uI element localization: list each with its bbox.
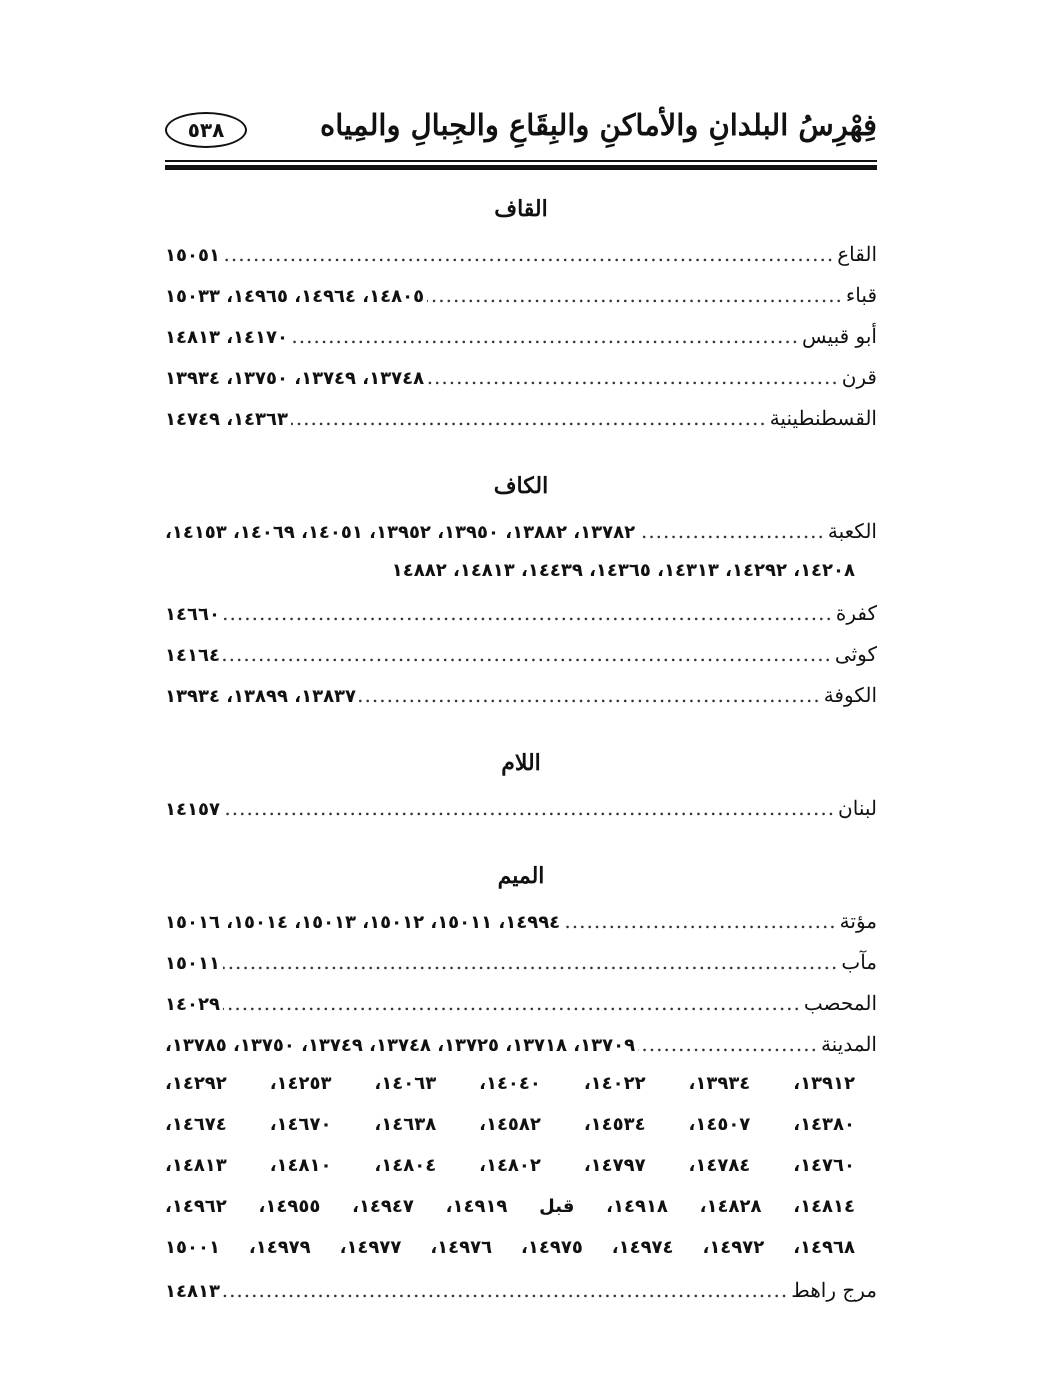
dot-leader [223, 950, 838, 974]
index-entry [165, 406, 877, 447]
entry-refs: ١٣٧٠٩، ١٣٧١٨، ١٣٧٢٥، ١٣٧٤٨، ١٣٧٤٩، ١٣٧٥٠، ١٣٧٨٥، [165, 1035, 636, 1056]
index-entry [165, 683, 877, 724]
entry-name: مرج راهط [791, 1278, 877, 1302]
dot-leader [223, 991, 801, 1015]
entry-refs: ١٥٠٥١ [165, 245, 220, 266]
entry-continuation: ١٤٣٨٠، ١٤٥٠٧، ١٤٥٣٤، ١٤٥٨٢، ١٤٦٣٨، ١٤٦٧٠، ١٤٦٧٤، [165, 1114, 855, 1135]
dot-leader [359, 683, 821, 707]
page-title: فِهْرِسُ البلدانِ والأماكنِ والبِقَاعِ والجِبالِ والمِياه [320, 108, 877, 142]
entry-refs: ١٣٧٤٨، ١٣٧٤٩، ١٣٧٥٠، ١٣٩٣٤ [165, 368, 425, 389]
entry-refs: ١٤٨٠٥، ١٤٩٦٤، ١٤٩٦٥، ١٥٠٣٣ [165, 286, 425, 307]
entry-name: القسطنطينية [769, 406, 877, 430]
entry-name: أبو قبيس [802, 324, 877, 348]
entry-name: الكوفة [823, 683, 877, 707]
index-entry [165, 242, 877, 283]
section-title-kaf: الكاف [493, 473, 549, 499]
entry-name: لبنان [838, 796, 877, 820]
index-entry [165, 909, 877, 950]
index-entry [165, 642, 877, 683]
dot-leader [427, 365, 839, 389]
entry-refs: ١٤١٦٤ [165, 645, 220, 666]
entry-name: الكعبة [827, 519, 877, 543]
index-entry [165, 950, 877, 991]
index-entry [165, 365, 877, 406]
entry-refs: ١٤٣٦٣، ١٤٧٤٩ [165, 409, 288, 430]
dot-leader [223, 242, 834, 266]
dot-leader [291, 406, 767, 430]
dot-leader [638, 1032, 818, 1056]
entry-refs: ١٤٩٩٤، ١٥٠١١، ١٥٠١٢، ١٥٠١٣، ١٥٠١٤، ١٥٠١٦ [165, 912, 561, 933]
entry-name: كفرة [835, 601, 877, 625]
index-entry [165, 519, 877, 560]
entry-refs: ١٤٠٢٩ [165, 994, 220, 1015]
index-entry [165, 1278, 877, 1319]
entry-continuation: ١٤٧٦٠، ١٤٧٨٤، ١٤٧٩٧، ١٤٨٠٢، ١٤٨٠٤، ١٤٨١٠، ١٤٨١٣، [165, 1155, 855, 1176]
index-entry [165, 601, 877, 642]
index-entry [165, 991, 877, 1032]
entry-refs: ١٣٨٣٧، ١٣٨٩٩، ١٣٩٣٤ [165, 686, 357, 707]
entry-refs: ١٤١٧٠، ١٤٨١٣ [165, 327, 288, 348]
entry-name: المدينة [820, 1032, 877, 1056]
index-entry [165, 283, 877, 324]
section-title-qaf: القاف [494, 196, 548, 222]
header-double-rule [165, 160, 877, 170]
entry-name: مآب [841, 950, 877, 974]
entry-refs: ١٤٨١٣ [165, 1281, 220, 1302]
section-title-lam: اللام [501, 750, 541, 776]
entry-name: كوثى [834, 642, 877, 666]
dot-leader [223, 796, 835, 820]
dot-leader [223, 601, 833, 625]
entry-name: مؤتة [839, 909, 877, 933]
index-entry [165, 796, 877, 837]
entry-refs: ١٣٧٨٢، ١٣٨٨٢، ١٣٩٥٠، ١٣٩٥٢، ١٤٠٥١، ١٤٠٦٩، ١٤١٥٣، [165, 522, 636, 543]
entry-name: قباء [845, 283, 877, 307]
entry-refs: ١٤٦٦٠ [165, 604, 220, 625]
dot-leader [427, 283, 843, 307]
section-title-mim: الميم [497, 863, 545, 889]
entry-continuation: ١٤٩٦٨، ١٤٩٧٢، ١٤٩٧٤، ١٤٩٧٥، ١٤٩٧٦، ١٤٩٧٧، ١٤٩٧٩، ١٥٠٠١ [165, 1237, 855, 1258]
entry-continuation: ١٤٨١٤، ١٤٨٢٨، ١٤٩١٨، قبل ١٤٩١٩، ١٤٩٤٧، ١٤٩٥٥، ١٤٩٦٢، [165, 1196, 856, 1217]
entry-name: قرن [841, 365, 877, 389]
index-entry [165, 324, 877, 365]
entry-continuation: ١٣٩١٢، ١٣٩٣٤، ١٤٠٢٢، ١٤٠٤٠، ١٤٠٦٣، ١٤٢٥٣، ١٤٢٩٢، [165, 1073, 855, 1094]
page-header [165, 108, 877, 154]
entry-name: المحصب [803, 991, 877, 1015]
entry-name: القاع [837, 242, 877, 266]
dot-leader [223, 642, 832, 666]
entry-refs: ١٥٠١١ [165, 953, 220, 974]
dot-leader [563, 909, 836, 933]
page-number-badge: ٥٣٨ [165, 112, 247, 148]
dot-leader [223, 1278, 788, 1302]
index-entry [165, 1032, 877, 1073]
entry-refs: ١٤١٥٧ [165, 799, 220, 820]
index-page [165, 108, 877, 1319]
entry-continuation: ١٤٢٠٨، ١٤٢٩٢، ١٤٣١٣، ١٤٣٦٥، ١٤٤٣٩، ١٤٨١٣، ١٤٨٨٢ [391, 560, 855, 581]
dot-leader [638, 519, 825, 543]
dot-leader [291, 324, 799, 348]
